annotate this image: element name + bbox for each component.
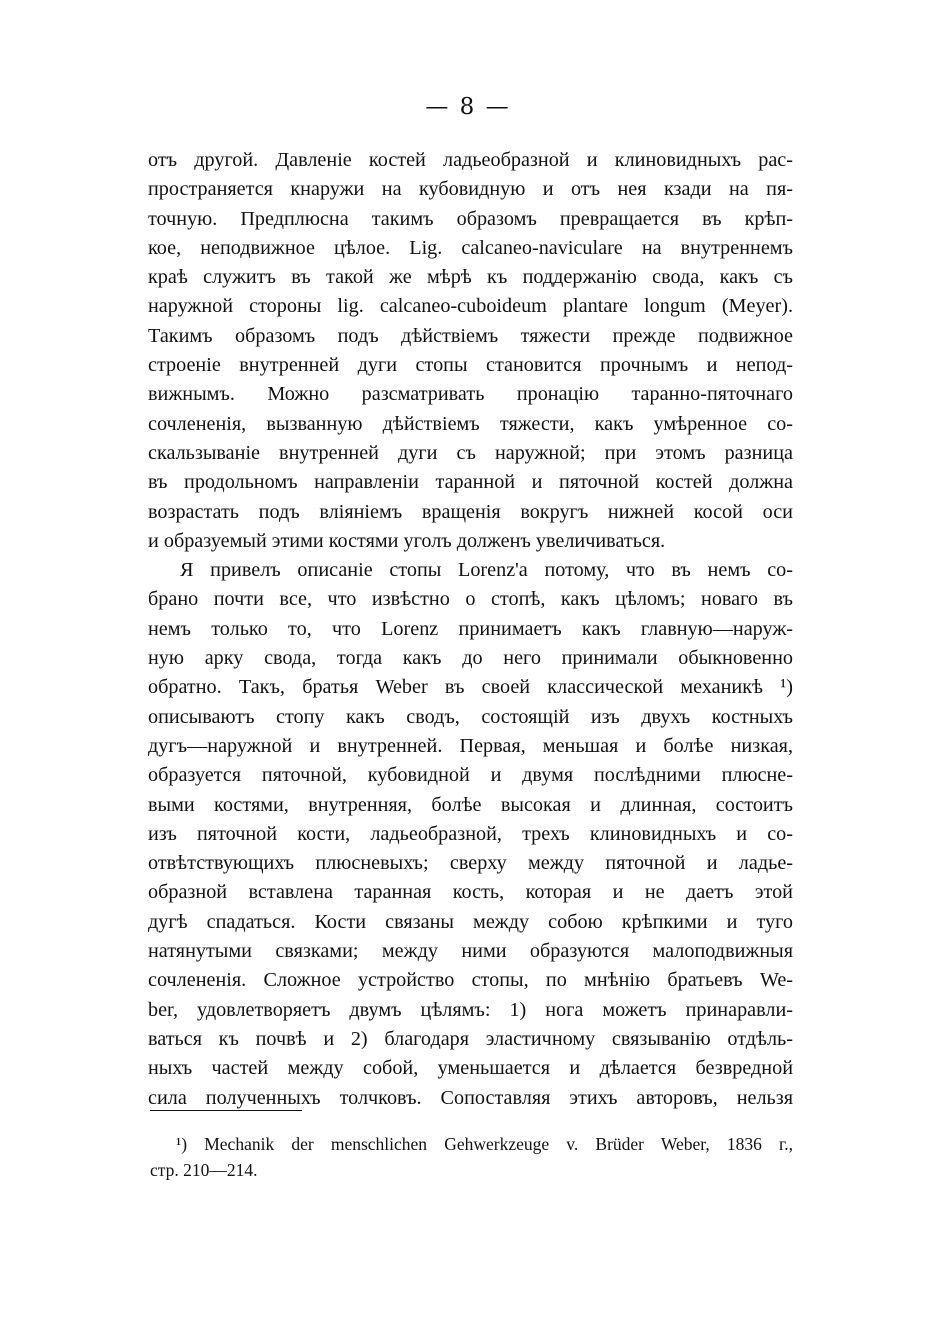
text-line: дугѣ спадаться. Кости связаны между собою крѣпкими и туго	[148, 910, 793, 933]
text-line: сочлененія, вызванную дѣйствіемъ тяжести, какъ умѣренное со-	[148, 412, 793, 435]
text-line: обратно. Такъ, братья Weber въ своей классической механикѣ ¹)	[148, 676, 793, 699]
footnote-divider	[150, 1110, 302, 1111]
text-line: изъ пяточной кости, ладьеобразной, трехъ клиновидныхъ и со-	[148, 822, 793, 845]
text-line: образной вставлена таранная кость, которая и не даетъ этой	[148, 881, 793, 904]
text-line: строеніе внутренней дуги стопы становится прочнымъ и непод-	[148, 354, 793, 377]
text-line: брано почти все, что извѣстно о стопѣ, какъ цѣломъ; новаго въ	[148, 588, 793, 611]
text-line: дугъ—наружной и внутренней. Первая, меньшая и болѣе низкая,	[148, 734, 793, 757]
text-line: ную арку свода, тогда какъ до него принимали обыкновенно	[148, 647, 793, 670]
text-line: образуется пяточной, кубовидной и двумя послѣдними плюсне-	[148, 764, 793, 787]
text-line: немъ только то, что Lorenz принимаетъ какъ главную—наруж-	[148, 617, 793, 640]
text-line: возрастать подъ вліяніемъ вращенія вокругъ нижней косой оси	[148, 500, 793, 523]
text-line: точную. Предплюсна такимъ образомъ превращается въ крѣп-	[148, 207, 793, 230]
text-line: отвѣтствующихъ плюсневыхъ; сверху между пяточной и ладье-	[148, 852, 793, 875]
text-line: сочлененія. Сложное устройство стопы, по мнѣнію братьевъ We-	[148, 969, 793, 992]
text-line: описываютъ стопу какъ сводъ, состоящій изъ двухъ костныхъ	[148, 705, 793, 728]
text-line: и образуемый этими костями уголъ долженъ увеличиваться.	[148, 529, 666, 552]
text-line: выми костями, внутренняя, болѣе высокая и длинная, состоитъ	[148, 793, 793, 816]
text-line: ber, удовлетворяетъ двумъ цѣлямъ: 1) нога можетъ принаравли-	[148, 998, 793, 1021]
text-line: сила полученныхъ толчковъ. Сопоставляя этихъ авторовъ, нельзя	[148, 1086, 793, 1109]
text-line: ваться къ почвѣ и 2) благодаря эластичному связыванію отдѣль-	[148, 1027, 793, 1050]
text-line: краѣ служитъ въ такой же мѣрѣ къ поддержанію свода, какъ съ	[148, 266, 793, 289]
text-line: Я привелъ описаніе стопы Lorenz'а потому, что въ немъ со-	[180, 559, 793, 582]
text-line: кое, неподвижное цѣлое. Lig. calcaneo-naviculare на внутреннемъ	[148, 236, 793, 259]
paragraph-1	[148, 146, 793, 556]
footnote-line: стр. 210—214.	[150, 1160, 258, 1180]
text-line: скальзываніе внутренней дуги съ наружной; при этомъ разница	[148, 441, 793, 464]
text-line: натянутыми связками; между ними образуются малоподвижныя	[148, 940, 793, 963]
paragraph-2	[148, 556, 793, 1113]
page-number: — 8 —	[425, 94, 511, 120]
text-line: Такимъ образомъ подъ дѣйствіемъ тяжести прежде подвижное	[148, 324, 793, 347]
text-line: наружной стороны lig. calcaneo-cuboideum plantare longum (Meyer).	[148, 295, 793, 318]
text-line: вижнымъ. Можно разсматривать пронацію таранно-пяточнаго	[148, 383, 793, 406]
text-line: пространяется кнаружи на кубовидную и отъ нея кзади на пя-	[148, 178, 793, 201]
footnote-line: ¹) Mechanik der menschlichen Gehwerkzeuge v. Brüder Weber, 1836 г.,	[176, 1134, 793, 1154]
text-line: ныхъ частей между собой, уменьшается и дѣлается безвредной	[148, 1057, 793, 1080]
body-text	[148, 146, 793, 1113]
footnote	[150, 1131, 793, 1183]
text-line: въ продольномъ направленіи таранной и пяточной костей должна	[148, 471, 793, 494]
text-line: отъ другой. Давленіе костей ладьеобразной и клиновидныхъ рас-	[148, 149, 793, 171]
